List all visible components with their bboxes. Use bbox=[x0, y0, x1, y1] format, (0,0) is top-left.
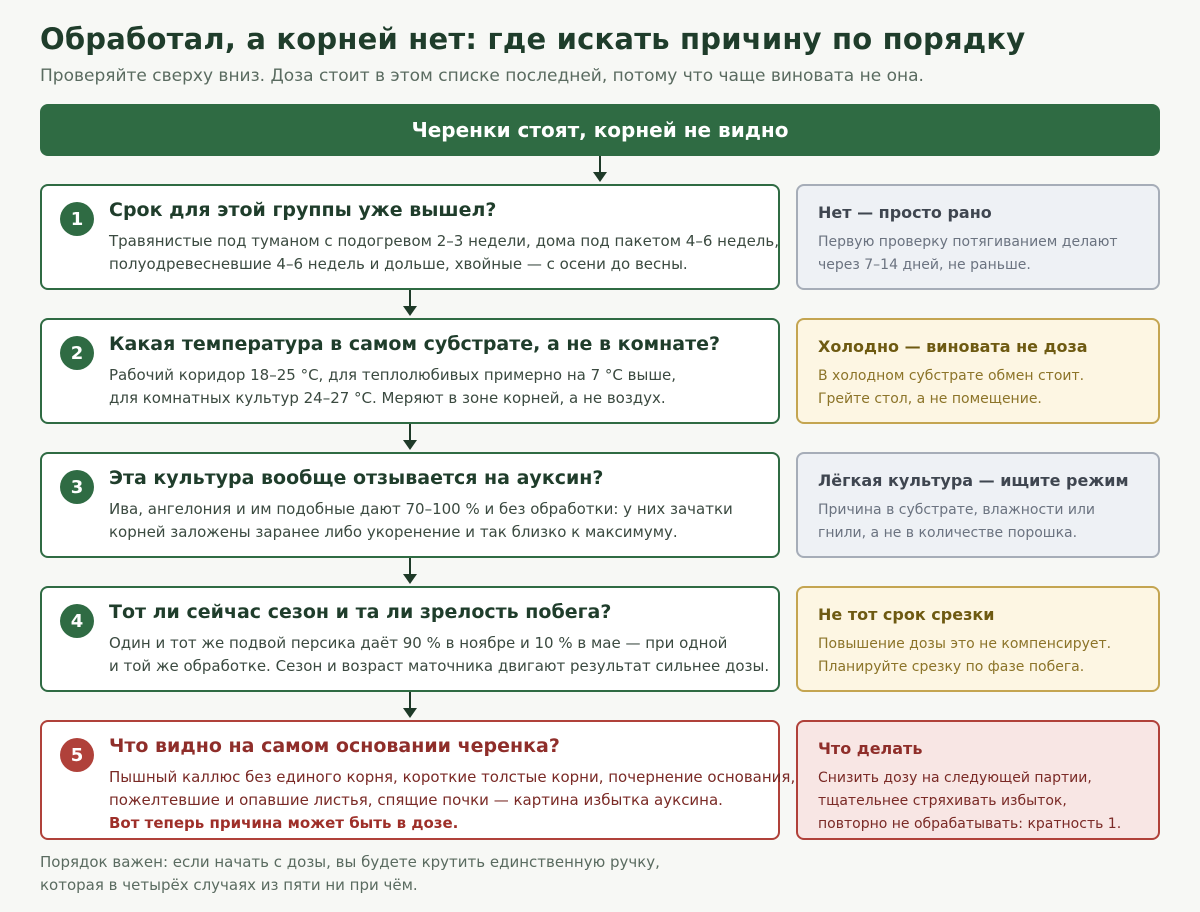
arrow-down-icon bbox=[403, 708, 417, 718]
arrow-down-icon bbox=[593, 172, 607, 182]
step-description: Один и тот же подвой персика даёт 90 % в ноябре и 10 % в мае — при одной и той же обработке. Сезон и возраст маточника двигают результат сильнее дозы. bbox=[109, 634, 770, 675]
outcome-title: Холодно — виновата не доза bbox=[818, 337, 1088, 356]
outcome-description: В холодном субстрате обмен стоит. Грейте стол, а не помещение. bbox=[818, 368, 1085, 407]
step-number-badge: 5 bbox=[60, 738, 94, 772]
step-number-badge: 2 bbox=[60, 336, 94, 370]
page-subtitle: Проверяйте сверху вниз. Доза стоит в этом списке последней, потому что чаще виновата не она. bbox=[40, 66, 924, 86]
step-number-badge: 3 bbox=[60, 470, 94, 504]
step-1-outcome bbox=[796, 184, 1160, 290]
arrow-down-icon bbox=[403, 574, 417, 584]
step-description: Травянистые под туманом с подогревом 2–3 недели, дома под пакетом 4–6 недель, полуодревесневшие 4–6 недель и дольше, хвойные — с осени до весны. bbox=[109, 232, 779, 273]
outcome-description: Повышение дозы это не компенсирует. Планируйте срезку по фазе побега. bbox=[818, 636, 1112, 675]
start-node bbox=[40, 104, 1160, 156]
step-3-box bbox=[40, 452, 780, 558]
step-2-box bbox=[40, 318, 780, 424]
footer-note: Порядок важен: если начать с дозы, вы будете крутить единственную ручку, которая в четырёх случаях из пяти ни при чём. bbox=[40, 853, 660, 894]
arrow-down-icon bbox=[403, 306, 417, 316]
step-3-outcome bbox=[796, 452, 1160, 558]
outcome-description: Первую проверку потягиванием делают через 7–14 дней, не раньше. bbox=[818, 234, 1118, 273]
outcome-description: Причина в субстрате, влажности или гнили, а не в количестве порошка. bbox=[818, 502, 1096, 541]
start-node-label: Черенки стоят, корней не видно bbox=[411, 118, 789, 142]
step-emphasis: Вот теперь причина может быть в дозе. bbox=[109, 814, 459, 832]
step-number-badge: 1 bbox=[60, 202, 94, 236]
outcome-title: Лёгкая культура — ищите режим bbox=[818, 471, 1129, 490]
step-question: Эта культура вообще отзывается на ауксин? bbox=[109, 467, 604, 489]
step-1-box bbox=[40, 184, 780, 290]
step-number-badge: 4 bbox=[60, 604, 94, 638]
step-4-box bbox=[40, 586, 780, 692]
step-2-outcome bbox=[796, 318, 1160, 424]
step-question: Тот ли сейчас сезон и та ли зрелость побега? bbox=[109, 601, 612, 623]
step-5-outcome bbox=[796, 720, 1160, 840]
step-question: Что видно на самом основании черенка? bbox=[109, 735, 560, 757]
page-title: Обработал, а корней нет: где искать причину по порядку bbox=[40, 22, 1026, 56]
step-4-outcome bbox=[796, 586, 1160, 692]
outcome-title: Не тот срок срезки bbox=[818, 605, 995, 624]
step-description: Пышный каллюс без единого корня, короткие толстые корни, почернение основания, пожелтевшие и опавшие листья, спящие почки — картина избытка ауксина. bbox=[109, 768, 796, 809]
step-5-box bbox=[40, 720, 796, 840]
step-question: Какая температура в самом субстрате, а не в комнате? bbox=[109, 333, 721, 355]
step-description: Ива, ангелония и им подобные дают 70–100 % и без обработки: у них зачатки корней заложены заранее либо укоренение и так близко к максимуму. bbox=[109, 500, 733, 541]
step-description: Рабочий коридор 18–25 °C, для теплолюбивых примерно на 7 °C выше, для комнатных культур 24–27 °C. Меряют в зоне корней, а не воздух. bbox=[109, 366, 677, 407]
outcome-title: Что делать bbox=[818, 739, 923, 758]
outcome-title: Нет — просто рано bbox=[818, 203, 992, 222]
step-question: Срок для этой группы уже вышел? bbox=[109, 199, 497, 221]
outcome-description: Снизить дозу на следующей партии, тщательнее стряхивать избыток, повторно не обрабатывать: кратность 1. bbox=[818, 770, 1122, 832]
arrow-down-icon bbox=[403, 440, 417, 450]
